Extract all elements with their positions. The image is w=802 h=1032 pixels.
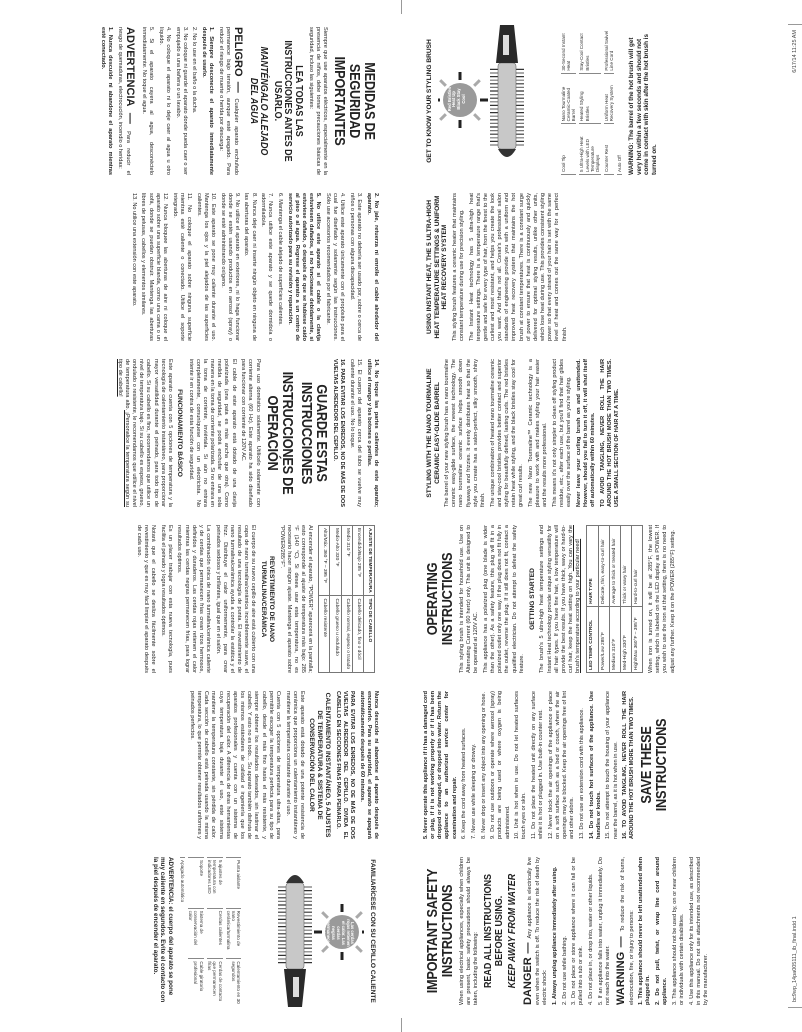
table-cell: Power/Low 285°F xyxy=(598,606,609,672)
paragraph: 8. Never drop or insert any object into any opening or hose. xyxy=(480,691,487,839)
fold-mark xyxy=(401,1018,402,1032)
table-header: AJUSTE DE TEMPERATURA xyxy=(363,526,374,596)
section-subtitle: REVESTIMIENTO DE NANO TURMALINA/CERÁMICA xyxy=(260,556,275,642)
underlined-note: ¡Personalice la temperatura según su tipo de cabello! xyxy=(116,359,130,508)
paragraph: The brush's 5 ultra-high heat temperature settings and Instant Heat technology provide unique styling versatility for all hair types. If you have fine hair, a low temperature will provide the best results. If you have thick, wavy or hard-to-curl hair, keep the heat setting on high. You can vary the brush's temperature according to your particular need! xyxy=(539,525,582,673)
table-cell: Hard-to-curl hair xyxy=(631,526,642,607)
table-cell: High/Max 360°F – 395°F xyxy=(631,606,642,672)
underlined-note: You can vary the brush's temperature according to your particular need! xyxy=(568,525,582,673)
warning-paragraph xyxy=(521,857,549,1005)
brush-figure-column xyxy=(14,848,379,1014)
table-cell: Alto/Máx. 360 °F – 395 °F xyxy=(319,526,330,596)
brush-part-label: Apagado automático xyxy=(180,857,185,904)
brush-part-label: Heated Styling Bristles xyxy=(579,78,600,125)
bold-paragraph: 14. Do not touch hot surfaces of the appliance. Use handles or knobs. xyxy=(588,691,602,839)
text-column xyxy=(423,682,788,848)
section-heading: GUARDE ESTAS INSTRUCCIONES xyxy=(297,381,330,485)
paragraph: 6. Mantenga el cable alejado de superficies calientes. xyxy=(277,193,284,326)
paragraph: 4. No coloque el aparato ni lo deje caer al agua u otro líquido. xyxy=(157,27,171,175)
print-datetime: 6/17/14 11:25 AM xyxy=(792,30,798,73)
table-header: TIPO DE CABELLO xyxy=(363,596,374,673)
heat-badge-text: Red Bristles Heat Up Black Stay Cool xyxy=(446,86,467,112)
warning-lead: PELIGRO — xyxy=(232,27,245,93)
paragraph: 7. Never use while sleeping or drowsy. xyxy=(470,743,477,839)
table-cell: Average to thick or treated hair xyxy=(609,526,620,607)
paragraph: The new Nano Tourmaline™ Ceramic technology is a pleasure to work with and makes styling your hair easier and the results more professional. xyxy=(527,359,549,507)
paragraph: When iron is turned on, it will be at 285°F, the lowest setting, which is labeled on the LED display as POWER. If you wish to use the iron at that setting, there is no need to adjust any further. Keep it on the POWER (285°F) setting. xyxy=(648,525,676,673)
paragraph-text: Cualquier aparato enchufado permanece bajo tensión, aunque esté apagado. Para reducir el riesgo de muerte o herida por descarga: xyxy=(217,27,240,175)
subheading: MANTÉNGALO ALEJADO DEL AGUA xyxy=(247,46,271,156)
paragraph: This styling brush is intended for household use. Use on Alternating Current (60 hertz) only. This unit is designed to be operated at 120V AC. xyxy=(459,525,480,673)
paragraph-text: To reduce the risk of burns, electrocution, fire, or injury to persons: xyxy=(620,857,635,1005)
paragraph: El cable de este aparato está dotado de una clavija polarizada (una pata es más ancha que otra). Como medida de seguridad, se podrá enchufar de una sola manera en la toma de corriente polarizada. Si no entrara en la toma de corriente, inviértala. Si aún no entrara completamente, comuníquese con un electricista. No intente ir en contra de esta función de seguridad. xyxy=(187,359,237,508)
warning-lead: WARNING — xyxy=(615,936,628,1005)
brush-diagram xyxy=(438,27,623,175)
bold-paragraph: 5. No utilice este aparato si el cable o la clavija estuviesen dañados, si no funcionase debidamente, si estuviese dañado, o después de que se hubiese caído al piso o al agua. Regrese el aparato a un centro de servicio autorizado para su revisión y reparación. xyxy=(286,193,322,341)
brush-part-label: Counter Rest xyxy=(604,128,615,175)
text-column xyxy=(14,184,379,350)
text-column xyxy=(14,682,379,848)
paragraph: 10. Unit is hot when in use. Do not let heated surfaces touch eyes or skin. xyxy=(514,691,528,839)
warning-paragraph xyxy=(614,857,635,1005)
paragraph: Este aparato está dotado de una potente resistencia de cerámica que proporciona un calentamiento instantáneo y mantiene la temperatura constante durante el uso. xyxy=(284,691,305,839)
figure-title: GET TO KNOW YOUR STYLING BRUSH xyxy=(426,39,433,163)
paragraph: Siempre que use aparatos eléctricos, especialmente en la presencia de niños, debe tomar precauciones básicas de seguridad, incluso las siguientes: xyxy=(307,27,328,175)
brush-part-label: Cerdas de contacto que permanecen frías xyxy=(207,958,223,1005)
heat-badge-text: Las cerdas rojas retienen el calor. Las cerdas negras permanecen frías xyxy=(321,919,356,947)
crop-mark xyxy=(788,1007,802,1008)
file-slug: bc9wp_14pa005111_ib_final.indd 1 xyxy=(792,916,798,1002)
brush-part-label: 5 ajustes de temperatura con indicadores LED xyxy=(207,857,223,904)
paragraph: Este aparato cuenta con 5 opciones de temperatura y la tecnología de calentamiento instantáneo, para proporcionar mayor versatilidad durante el peinado, para todo tipo de cabello. Si su cabello es fino, recomendamos que utilice un nivel de temperatura bajo. Si su cabello es espeso, grueso, ondulado o resistente, le recomendamos que utilice el nivel de temperatura alto. ¡Personalice la temperatura según su tipo de cabello! xyxy=(116,359,173,508)
figure-title: FAMILIARÍCESE CON SU CEPILLO CALIENTE xyxy=(369,859,376,1003)
paragraph-text: Para reducir el riesgo de quemaduras, electrocución, incendio o heridas: xyxy=(117,27,132,175)
brush-part-labels xyxy=(180,857,242,1005)
brush-art xyxy=(244,857,364,1007)
table-row xyxy=(319,526,330,673)
section-subtitle: GETTING STARTED xyxy=(528,568,536,630)
table-header-row xyxy=(363,526,374,673)
brush-barrel xyxy=(278,875,312,1007)
bold-paragraph: 2. Do not pull, twist, or wrap line cord around appliance. xyxy=(655,857,669,1005)
brush-diagram xyxy=(180,857,365,1005)
brush-figure-column xyxy=(423,18,788,184)
bold-paragraph: 1. Nunca descuide ni abandone el aparato mientras esté conectado. xyxy=(100,27,114,175)
english-panel xyxy=(401,0,802,1032)
warning-paragraph xyxy=(217,27,245,175)
section-subtitle: STYLING WITH THE NANO TOURMALINE CERAMIC EASY-GLIDE BARREL xyxy=(426,368,441,498)
paragraph: 3. This appliance should not be used by, on or near children or individuals with certain disabilities. xyxy=(671,857,685,1005)
section-heading: INSTRUCCIONES DE OPERACIÓN xyxy=(263,371,296,495)
text-column xyxy=(14,18,379,184)
brush-part-label: 5 Ultra-High Heat Levels with LED Temperature Displays xyxy=(579,128,600,175)
brush-part-label: Soporte xyxy=(188,857,204,904)
brush-part-label: Cerdas calientes xyxy=(207,908,223,955)
paragraph: Al encender el aparato, "POWER" aparecerá en la pantalla; esto corresponde al ajuste de temperatura más bajo: 285 °F (140 °C). Si desea usar esta temperatura, no es necesario hacer ningún ajuste. Mantenga el aparato sobre "POWER/285°F". xyxy=(278,525,314,673)
table-header-row xyxy=(587,526,598,673)
paragraph: 2. No lo use en el baño o la ducha. xyxy=(191,27,198,114)
table-row xyxy=(598,526,609,673)
paragraph: This styling brush features a ceramic heater that maintains constant temperature during use for precision styling. xyxy=(451,193,465,341)
text-column xyxy=(423,350,788,516)
paragraph: 10. Este aparato se pone muy caliente durante el uso. Mantenga los ojos y la piel alejados de las superficies calientes. xyxy=(195,193,216,341)
paragraph: 4. Utilice este aparato únicamente con el propósito para el cual fue diseñado y solamente según las instrucciones. Sólo use accesorios recomendados por el fabricante. xyxy=(325,193,346,341)
text-column xyxy=(423,848,788,1014)
bold-paragraph: 16. PARA EVITAR LOS ENREDOS, NO DE MÁS DE DOS VUELTAS ALREDEDOR DEL CEPILLO. xyxy=(332,359,346,507)
table-row xyxy=(620,526,631,673)
warning-lead: DANGER — xyxy=(521,942,534,1005)
paragraph: 9. No utilice el aparato en exteriores, ni lo haga funcionar donde se estén usando productos en aerosol (spray) o donde se esté administrando oxígeno. xyxy=(219,193,240,341)
paragraph: 7. Nunca utilice este aparato y se quede dormido/a o adormilado/a. xyxy=(260,193,274,341)
paragraph: 4. Use this appliance only for its intended use, as described in this manual. Do not use attachments not recommended by the manufacturer. xyxy=(688,857,709,1005)
brush-part-label: Uniform Heat Recovery System xyxy=(604,78,615,125)
section-subtitle: FUNCIONAMIENTO BÁSICO xyxy=(176,389,184,477)
table-cell: Medio 310 °F xyxy=(341,526,352,596)
bold-paragraph: 1. Siempre desconecte el aparato inmediatamente después de usarlo. xyxy=(200,27,215,175)
brush-part-label: Sistema de conservación del calor xyxy=(188,908,204,955)
table-cell: Encendido/Bajo 285 °F xyxy=(352,526,363,596)
paragraph: 6. Keep the cord away from heated surfaces. xyxy=(461,727,468,839)
bold-paragraph: TO AVOID TANGLING, NEVER ROLL THE HAIR AROUND THE HOT BRUSH MORE THAN TWO TIMES. USE A SMALL SECTION OF HAIR AT A TIME. xyxy=(599,359,621,507)
paragraph: 2. Do not use while bathing. xyxy=(561,935,568,1005)
brush-part-label: Auto Off xyxy=(617,128,622,175)
paragraph: 11. Do not place the heated unit directly on any surface while it is hot or plugged in. Use built-in counter rest. xyxy=(531,691,545,839)
warning-lead: ADVERTENCIA — xyxy=(124,27,137,124)
table-cell: Delicate, thin, easy-to-curl hair xyxy=(598,526,609,607)
paragraph: 4. Do not place in, or drop into, water or other liquids. xyxy=(587,873,594,1005)
hot-barrel-warning: ADVERTENCIA: el cuerpo del aparato se pone muy caliente en segundos. Evite el contacto con la piel después de encender el aparato. xyxy=(151,857,174,1003)
paragraph: This appliance has a polarized plug (one blade is wider than the other). As a safety feature, this plug will fit in a polarized outlet only one way. If the plug does not fit fully in the outlet, reverse the plug. If it still does not fit, contact a qualified electrician. Do not attempt to defeat the safety feature. xyxy=(482,525,525,673)
paragraph: This means it's not only simpler to clean off styling product residue, etc., after each use, but you'll find that hair glides easily over the surface of the barrel as you're styling. xyxy=(551,359,573,507)
table-cell: Medio-Alto 330 °F xyxy=(330,526,341,596)
paragraph: La combinación única de nano turmalina/cerámica caliente y de cerdas que permanecen frías crean rizos hermosos, definidos y duraderos. Las cerdas rojas retienen el calor mientras las cerdas negras permanecen frías, para lograr resultados óptimos. xyxy=(176,525,211,673)
brush-part-label: Revestimiento de nano cerámica/turmalina xyxy=(226,908,242,955)
section-heading: SAVE THESE INSTRUCTIONS xyxy=(638,718,671,812)
section-heading: IMPORTANT SAFETY INSTRUCTIONS xyxy=(424,868,456,994)
paragraph: When using electrical appliances, especially when children are present, basic safety precautions should always be taken, including the following: xyxy=(459,857,480,1005)
brush-part-label: Professional Swivel Line Cord xyxy=(604,27,615,74)
bold-paragraph: Nunca descuide ni abandone el aparato después de encenderlo. Para su seguridad, el aparato se apagará automáticamente después de 60 minutos. xyxy=(358,691,379,839)
section-heading: MEDIDAS DE SEGURIDAD IMPORTANTES xyxy=(331,56,378,146)
paragraph: 3. Do not place or store appliance where it can fall or be pulled into a tub or sink. xyxy=(571,857,585,1005)
paragraph: 3. No coloque ni guarde el aparato donde pueda caer o ser empujado a una bañera o un lavabo. xyxy=(174,27,188,175)
brush-part-label: 30-Second Instant Heat xyxy=(561,27,577,74)
temperature-table xyxy=(586,525,643,673)
text-column xyxy=(423,516,788,682)
paragraph: The Instant Heat technology has 5 ultra-high heat temperature settings. There is a temperature range that's gentle and safe for every type of hair, from the finest to the curliest and most resistant, and helps you create the look you want. And that's not all. Conair's professional salon standards of engineering provide you with a uniform and improved heat recovery system that maintains the hot brush at constant temperatures. There is a constant surge of power to ensure that heat is continuously and quickly delivered for optimal styling results, unlike other units, which lose heat during use. This provides consistent styling power so that every strand of your hair is set with the same level of heat and comes out the same way for a perfect finish. xyxy=(468,193,568,341)
brush-part-label: Cool Tip xyxy=(561,128,577,175)
paragraph: Para uso doméstico solamente. Utilícelo solamente con corriente alterna (60 Hz). Este aparato ha sido diseñado para funcionar con corriente de 120V AC. xyxy=(240,359,261,507)
warning-paragraph xyxy=(116,27,137,175)
section-subtitle: CALENTAMIENTO INSTANTÁNEO, 5 AJUSTES DE TEMPERATURA & SISTEMA DE CONSERVACIÓN DEL CALOR xyxy=(308,692,331,838)
bold-paragraph: 5. Never operate this appliance if it has a damaged cord or plug, if it is not working properly or if it has been dropped or damaged, or dropped into water. Return the appliance to an authorized service center for examination and repair. xyxy=(423,691,458,839)
table-header: LED TEMP. CONTROL xyxy=(587,606,598,672)
table-cell: Cabello normal, espeso o tratado xyxy=(341,596,352,673)
hot-barrel-warning: WARNING: The barrel of the hot brush will get very hot within a few seconds and should not come in contact with skin after the hot brush is turned on. xyxy=(628,33,659,175)
table-row xyxy=(609,526,620,673)
bold-paragraph: 14. No toque las partes calientes de este aparato; utilice el mango y los botones o perillas. xyxy=(365,359,379,507)
brush-part-labels xyxy=(561,27,623,175)
paragraph: 15. El cuerpo del aparato cerca del tubo se vuelve muy caliente durante el uso. No lo toque. xyxy=(349,359,363,507)
fold-mark xyxy=(401,0,402,14)
paragraph-text: Any appliance is electrically live even when the switch is off. To reduce the risk of death by electric shock: xyxy=(526,856,549,1005)
paragraph: Cuenta con 5 opciones de temperatura ultra-altas, para permitirle escoger la temperatura perfecta para su tipo de cabello, desde el más fino hasta el más resistente, y siempre obtener los resultados deseados, sin lastimar el cabello. Y esto no es todo... Su aparato también disfruta de los mismos estándares de calidad e ingeniería que los aparatos profesionales y cuenta con un sistema de recuperación del calor. A diferencia de otras herramientas cuya temperatura baja durante el uso, este sistema mantiene la temperatura constante, sin pérdida de calor. Cada sección de cabello está peinada usando la misma temperatura, lo que permite obtener resultados uniformes y peinados perfectos. xyxy=(188,691,281,839)
paragraph: 15. Do not attempt to touch the housing of your appliance near the barrel, as it is hot when in use. xyxy=(605,691,619,839)
text-column xyxy=(14,516,379,682)
paragraph: 5. If an appliance falls into water, unplug it immediately. Do not reach into the water. xyxy=(597,857,611,1005)
brush-part-label: Calentamiento en 30 segundos xyxy=(226,958,242,1005)
table-cell: Cabello grueso u ondulado xyxy=(330,596,341,673)
subheading: LEA TODAS LAS INSTRUCCIONES ANTES DE USARLO. xyxy=(271,40,305,162)
brush-barrel xyxy=(490,25,524,157)
section-heading: OPERATING INSTRUCTIONS xyxy=(424,552,456,646)
text-column xyxy=(423,184,788,350)
paragraph: El cuerpo de su nuevo cepillo de aire está cubierto con una capa de nano turmalina/cerámica increíblemente suave, el resultado de una tecnología de punta. El revestimiento de nano turmalina/cerámica ayuda a controlar la estática y el frizz. Distribuye el calor uniformemente, para crear peinados sedosos y brillantes, igual que en el salón. xyxy=(214,525,257,673)
subheading: READ ALL INSTRUCTIONS BEFORE USING. xyxy=(482,873,505,989)
table-cell: Cabello delicado, fino o dócil xyxy=(352,596,363,673)
bold-paragraph: 2. No jale, retuerza ni enrolle el cable alrededor del aparato. xyxy=(365,193,379,341)
bold-paragraph: 1. This appliance should never be left unattended when plugged in. xyxy=(638,857,652,1005)
subheading: KEEP AWAY FROM WATER xyxy=(506,873,519,989)
crop-mark xyxy=(788,24,802,25)
table-cell: Medium 310°F xyxy=(609,606,620,672)
table-row xyxy=(352,526,363,673)
brush-part-label: Nano Tourmaline Ceramic-Coated Barrel xyxy=(561,78,577,125)
table-cell: Cabello resistente xyxy=(319,596,330,673)
table-row xyxy=(631,526,642,673)
brush-art xyxy=(438,25,558,175)
table-cell: Thick or wavy hair xyxy=(620,526,631,607)
bold-paragraph: 16. TO AVOID TANGLING, NEVER ROLL THE HAIR AROUND THE HOT BRUSH MORE THAN TWO TIMES. xyxy=(622,691,636,839)
paragraph: The barrel of your new styling brush has a nano tourmaline ceramic easy-glide surface, the newest technology. The nano tourmaline ceramic surface helps smooth down flyaways and frizzies. It evenly distributes heat so that the style you create has a salon-perfect, silky smooth, shiny finish. xyxy=(444,359,486,507)
paragraph: 12. Nunca bloquee las aberturas de aire ni coloque el aparato sobre una superficie blanda, como una cama o un sofá, donde se puedan obstruir. Mantenga las aberturas libres de pelusas, cabellos y elementos similares. xyxy=(140,193,168,341)
section-subtitle: USING INSTANT HEAT, THE 5 ULTRA-HIGH HEAT TEMPERATURE SETTINGS & UNIFORM HEAT RECOVERY SYSTEM xyxy=(426,195,449,339)
temperature-table xyxy=(318,525,375,673)
table-row xyxy=(330,526,341,673)
table-header: HAIR TYPE xyxy=(587,526,598,607)
paragraph: 8. Nunca deje caer ni inserte ningún objeto en ninguna de las aberturas del aparato. xyxy=(243,193,257,341)
bold-paragraph: 1. Always unplug appliance immediately after using. xyxy=(551,866,558,1005)
bold-paragraph: Never leave your curling brush on and unattended. However, should you fail to turn it off, it will shut itself off automatically within 60 minutes. xyxy=(575,359,597,507)
paragraph: 12. Never block the air openings of the appliance or place on a soft surface such as a bed or couch, where the air openings may be blocked. Keep the air openings free of lint and other debris. xyxy=(547,691,576,839)
brush-part-label: Cable giratorio profesional xyxy=(188,958,204,1005)
paragraph: 13. No utilice una extensión con este aparato. xyxy=(130,193,137,307)
paragraph: 11. No coloque el aparato sobre ninguna superficie mientras esté caliente o conectado. Utilice el soporte integrado. xyxy=(171,193,192,341)
brush-part-label: Punta aislante xyxy=(226,857,242,904)
table-cell: Med-High 330°F xyxy=(620,606,631,672)
paragraph: The unique combination of heated nano tourmaline ceramic and stay-cool bristles provides better contact and superior styling for beautifully defined, lasting curls. The red bristles retain heat while styling, and the black bristles stay cool for great curl results. xyxy=(489,359,525,507)
paragraph: 13. Do not use an extension cord with this appliance. xyxy=(578,708,585,839)
text-column xyxy=(14,350,379,516)
paragraph: 9. Do not use outdoors or operate where aerosol (spray) products are being used or where oxygen is being administered. xyxy=(490,691,511,839)
table-row xyxy=(341,526,352,673)
brush-part-label: Stay-Cool Contact Bristles xyxy=(579,27,600,74)
paragraph: Es un placer trabajar con esta nueva tecnología, pues facilita el peinado y logra resultados óptimos. xyxy=(159,525,173,673)
bold-paragraph: PARA EVITAR LOS ENREDOS, NO DE MÁS DE DOS VUELTAS ALREDEDOR DEL CEPILLO. DIVIDA EL CABELLO EN SECCIONES FINAS PARA PEINARLO. xyxy=(334,691,356,839)
paragraph: 3. Este aparato no debería ser usado por, sobre o cerca de niños o personas con alguna discapacidad. xyxy=(349,193,363,341)
paragraph: 5. Si el aparato cayera al agua, desconéctelo inmediatamente. No toque el agua. xyxy=(140,27,155,175)
paragraph: Notará que el cabello se desliza fácilmente sobre el revestimiento y que es muy fácil limpiar el aparato después de cada uso. xyxy=(135,525,156,673)
